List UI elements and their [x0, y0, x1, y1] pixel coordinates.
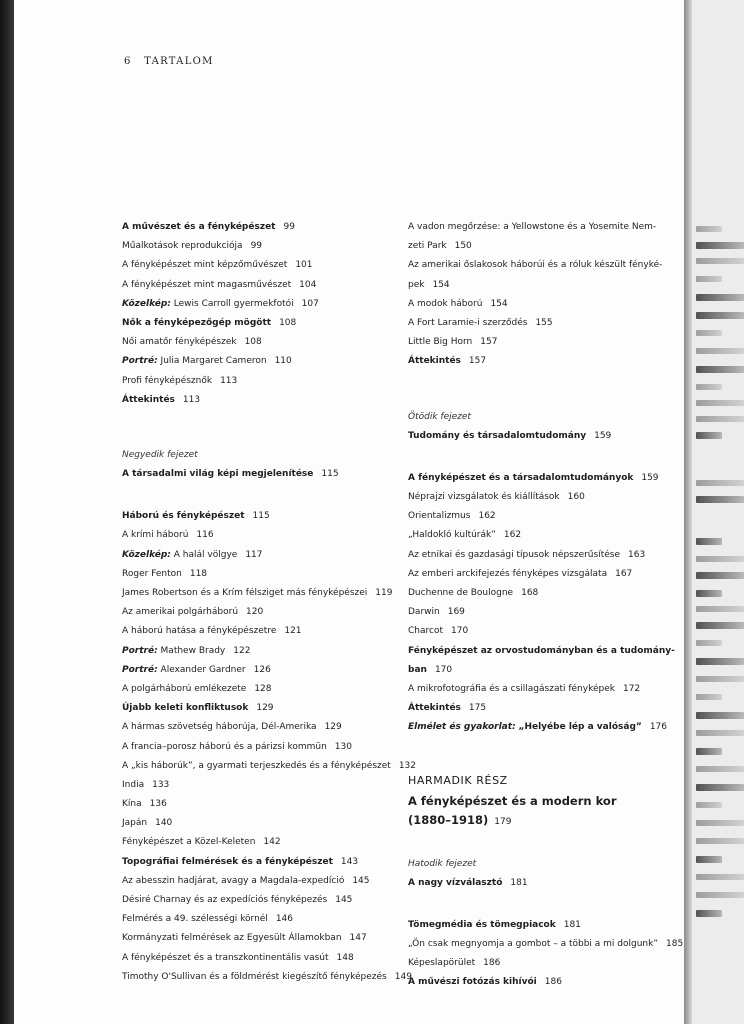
- entry-page-number: 186: [483, 958, 501, 969]
- entry-page-number: 115: [321, 469, 339, 480]
- part-title: [408, 811, 670, 832]
- entry-title: Lewis Carroll gyermekfotói: [173, 298, 294, 309]
- entry-title: Kína: [122, 799, 142, 810]
- entry-title: Az abesszin hadjárat, avagy a Magdala-expedíció: [122, 875, 345, 886]
- entry-title: Duchenne de Boulogne: [408, 588, 514, 598]
- entry-title: „Helyébe lép a valóság”: [518, 722, 642, 733]
- facing-page-text-line: [696, 676, 744, 682]
- toc-entry: [122, 256, 390, 275]
- toc-entry: [408, 603, 670, 622]
- toc-heading: [408, 916, 670, 935]
- entry-page-number: 170: [451, 626, 469, 637]
- toc-entry: [122, 603, 390, 622]
- facing-page-text-line: [696, 366, 744, 373]
- toc-entry: [122, 718, 390, 737]
- toc-entry: [408, 256, 670, 275]
- running-header: [124, 56, 214, 67]
- entry-title: HARMADIK RÉSZ: [408, 773, 508, 787]
- facing-page-text-line: [696, 910, 722, 917]
- toc-entry: [408, 954, 670, 973]
- toc-heading: [408, 642, 675, 661]
- entry-page-number: 157: [480, 337, 498, 348]
- entry-title: Ötödik fejezet: [408, 411, 471, 422]
- entry-page-number: 186: [544, 977, 562, 988]
- facing-page-text-line: [696, 242, 744, 249]
- entry-page-number: 149: [394, 971, 412, 982]
- entry-title: Fényképészet a Közel-Keleten: [122, 837, 256, 848]
- entry-page-number: 119: [375, 588, 393, 598]
- entry-title: A mikrofotográfia és a csillagászati fényképek: [408, 683, 615, 694]
- toc-entry: [408, 333, 670, 352]
- entry-page-number: 99: [250, 241, 263, 252]
- entry-page-number: 181: [563, 919, 581, 930]
- toc-entry: [122, 642, 390, 661]
- toc-entry: [122, 526, 390, 545]
- toc-heading: [122, 699, 390, 718]
- entry-page-number: 101: [295, 260, 313, 271]
- toc-entry: [122, 584, 393, 603]
- entry-page-number: 181: [510, 877, 528, 888]
- entry-title: A Fort Laramie-i szerződés: [408, 317, 528, 328]
- entry-title: pek: [408, 279, 425, 290]
- section-spacer: [122, 484, 390, 507]
- section-spacer: [408, 832, 670, 855]
- toc-entry: [408, 295, 670, 314]
- entry-title: Little Big Horn: [408, 337, 473, 348]
- entry-label: Portré:: [122, 645, 158, 656]
- facing-page-text-line: [696, 572, 744, 579]
- toc-entry: [122, 661, 390, 680]
- toc-entry: [122, 757, 417, 776]
- entry-page-number: 150: [454, 241, 472, 252]
- entry-page-number: 132: [398, 760, 417, 771]
- toc-entry: [122, 622, 390, 641]
- toc-entry: [122, 949, 390, 968]
- entry-page-number: 160: [567, 492, 585, 503]
- entry-page-number: 168: [521, 588, 539, 598]
- entry-page-number: 155: [535, 317, 553, 328]
- entry-page-number: 140: [155, 818, 173, 829]
- toc-heading: [122, 853, 390, 872]
- facing-page-text-line: [696, 640, 722, 646]
- entry-title: A fényképészet és a transzkontinentális vasút: [122, 952, 329, 963]
- entry-page-number: 116: [196, 530, 214, 541]
- entry-page-number: 159: [594, 430, 612, 441]
- entry-title: A nagy vízválasztó: [408, 877, 503, 888]
- entry-title: Timothy O'Sullivan és a földmérést kiegészítő fényképezés: [122, 971, 387, 982]
- toc-entry: [122, 776, 390, 795]
- toc-entry: [122, 333, 390, 352]
- entry-title: A francia–porosz háború és a párizsi kommün: [122, 741, 327, 752]
- entry-title: Roger Fenton: [122, 568, 182, 579]
- facing-page-text-line: [696, 226, 722, 232]
- entry-page-number: 169: [447, 607, 465, 618]
- facing-page-text-line: [696, 480, 744, 486]
- entry-title: A fényképészet és a modern kor: [408, 793, 617, 808]
- toc-heading: [408, 427, 670, 446]
- entry-title: Japán: [122, 818, 148, 829]
- entry-title: A fényképészet mint képzőművészet: [122, 260, 288, 271]
- toc-heading: [408, 469, 670, 488]
- entry-page-number: 130: [334, 741, 352, 752]
- entry-page-number: 154: [490, 298, 508, 309]
- toc-heading: [122, 314, 390, 333]
- facing-page-text-line: [696, 312, 744, 319]
- toc-entry: [122, 910, 390, 929]
- entry-title: Darwin: [408, 607, 440, 618]
- toc-entry: [122, 565, 390, 584]
- toc-entry: [122, 872, 390, 891]
- entry-title: A háború hatása a fényképészetre: [122, 626, 277, 637]
- entry-title: zeti Park: [408, 241, 447, 252]
- entry-page-number: 148: [336, 952, 354, 963]
- entry-page-number: 185: [666, 939, 684, 950]
- facing-page-text-line: [696, 748, 722, 755]
- facing-page-text-line: [696, 276, 722, 282]
- toc-entry: [408, 218, 670, 237]
- scan-border-left: [0, 0, 14, 1024]
- toc-entry: [122, 968, 412, 987]
- entry-title: Tudomány és társadalomtudomány: [408, 430, 587, 441]
- entry-title: Női amatőr fényképészek: [122, 337, 237, 348]
- entry-title: Orientalizmus: [408, 511, 471, 522]
- entry-page-number: 162: [503, 530, 522, 541]
- toc-heading: [408, 352, 670, 371]
- entry-title: Áttekintés: [408, 356, 461, 367]
- toc-entry: [408, 526, 670, 545]
- entry-page-number: 162: [478, 511, 496, 522]
- entry-title: Néprajzi vizsgálatok és kiállítások: [408, 492, 560, 503]
- entry-title: A társadalmi világ képi megjelenítése: [122, 469, 314, 480]
- toc-entry: [122, 276, 390, 295]
- entry-title: Hatodik fejezet: [408, 858, 477, 869]
- entry-page-number: 126: [253, 664, 271, 675]
- toc-entry: [408, 935, 684, 954]
- toc-entry: [408, 237, 670, 256]
- toc-entry: [122, 833, 390, 852]
- section-spacer: [122, 410, 390, 446]
- facing-page-text-line: [696, 348, 744, 354]
- facing-page-text-line: [696, 330, 722, 336]
- facing-page-text-line: [696, 730, 744, 736]
- entry-title: Alexander Gardner: [160, 664, 246, 675]
- entry-page-number: 145: [352, 875, 370, 886]
- entry-page-number: 115: [252, 511, 270, 522]
- entry-title: Az emberi arckifejezés fényképes vizsgálata: [408, 568, 608, 579]
- entry-page-number: 107: [301, 298, 319, 309]
- facing-page-text-line: [696, 294, 744, 301]
- toc-entry: [122, 546, 390, 565]
- entry-title: Áttekintés: [408, 703, 461, 714]
- entry-page-number: 104: [299, 279, 317, 290]
- toc-heading: [408, 661, 670, 680]
- part-label: [408, 770, 670, 792]
- entry-page-number: 167: [615, 568, 633, 579]
- entry-title: „Ön csak megnyomja a gombot – a többi a mi dolgunk”: [408, 939, 658, 950]
- toc-entry: [408, 488, 670, 507]
- facing-page-text-line: [696, 820, 744, 826]
- toc-entry: [408, 622, 670, 641]
- facing-page-text-line: [696, 802, 722, 808]
- entry-title: Negyedik fejezet: [122, 449, 198, 460]
- entry-title: (1880–1918): [408, 812, 489, 827]
- entry-page-number: 129: [324, 722, 342, 733]
- section-spacer: [408, 446, 670, 469]
- entry-page-number: 159: [641, 472, 659, 483]
- part-title: [408, 792, 670, 811]
- entry-title: Az amerikai polgárháború: [122, 607, 239, 618]
- section-spacer: [408, 893, 670, 916]
- toc-entry: [122, 814, 390, 833]
- toc-heading: [408, 874, 670, 893]
- toc-entry: [122, 352, 390, 371]
- facing-page-text-line: [696, 856, 722, 863]
- book-gutter: [684, 0, 692, 1024]
- entry-title: Charcot: [408, 626, 443, 637]
- entry-label: Elmélet és gyakorlat:: [408, 722, 516, 733]
- entry-title: A vadon megőrzése: a Yellowstone és a Yosemite Nem-: [408, 222, 657, 232]
- entry-title: India: [122, 779, 145, 790]
- entry-page-number: 113: [220, 375, 238, 386]
- entry-page-number: 143: [340, 856, 359, 867]
- toc-entry: [122, 680, 390, 699]
- entry-page-number: 147: [349, 933, 367, 944]
- facing-page-text-line: [696, 590, 722, 597]
- running-title: TARTALOM: [144, 56, 214, 67]
- entry-page-number: 129: [256, 703, 274, 714]
- entry-page-number: 117: [245, 549, 263, 560]
- entry-page-number: 110: [274, 356, 292, 367]
- facing-page-text-line: [696, 658, 744, 665]
- facing-page-text-line: [696, 766, 744, 772]
- entry-page-number: 145: [335, 895, 353, 905]
- entry-page-number: 128: [254, 683, 272, 694]
- toc-entry: [408, 314, 670, 333]
- entry-title: A krími háború: [122, 530, 189, 541]
- entry-page-number: 172: [622, 683, 641, 694]
- entry-title: Képeslapörület: [408, 958, 476, 969]
- entry-title: Műalkotások reprodukciója: [122, 241, 243, 252]
- entry-page-number: 157: [468, 356, 487, 367]
- toc-entry: [122, 295, 390, 314]
- toc-entry: [408, 718, 670, 737]
- facing-page-text-line: [696, 694, 722, 700]
- facing-page-text-line: [696, 538, 722, 545]
- facing-page-text-line: [696, 838, 744, 844]
- facing-page-text-line: [696, 384, 722, 390]
- toc-heading: [122, 391, 390, 410]
- facing-page-text-line: [696, 432, 722, 439]
- section-spacer: [408, 738, 670, 770]
- toc-entry: [408, 546, 670, 565]
- toc-entry: [408, 584, 670, 603]
- entry-title: „Haldokló kultúrák”: [408, 530, 496, 541]
- toc-entry: [122, 929, 390, 948]
- toc-entry: [122, 738, 390, 757]
- toc-entry: [122, 891, 390, 910]
- entry-label: Közelkép:: [122, 549, 171, 560]
- entry-title: Áttekintés: [122, 394, 175, 405]
- toc-entry: [122, 795, 390, 814]
- facing-page-text-line: [696, 400, 744, 406]
- chapter-label: [122, 446, 390, 465]
- entry-page-number: 142: [263, 837, 281, 848]
- section-spacer: [408, 372, 670, 408]
- entry-title: Topográfiai felmérések és a fényképészet: [122, 856, 333, 867]
- entry-title: James Robertson és a Krím félsziget más fényképészei: [122, 588, 368, 598]
- entry-title: Újabb keleti konfliktusok: [122, 703, 249, 714]
- entry-page-number: 170: [434, 664, 453, 675]
- facing-page-text-line: [696, 892, 744, 898]
- facing-page-text-line: [696, 556, 744, 562]
- entry-page-number: 108: [244, 337, 262, 348]
- entry-title: Kormányzati felmérések az Egyesült Államokban: [122, 933, 342, 944]
- entry-page-number: 121: [284, 626, 302, 637]
- entry-page-number: 118: [189, 568, 208, 579]
- toc-entry: [122, 372, 390, 391]
- facing-page-fragment: [692, 0, 744, 1024]
- facing-page-text-line: [696, 258, 744, 264]
- facing-page-text-line: [696, 712, 744, 719]
- entry-page-number: 163: [628, 549, 646, 560]
- entry-title: Mathew Brady: [160, 645, 226, 656]
- entry-page-number: 113: [182, 394, 201, 405]
- entry-page-number: 133: [152, 779, 170, 790]
- toc-heading: [122, 218, 390, 237]
- page-number: 6: [124, 56, 132, 67]
- entry-title: A hármas szövetség háborúja, Dél-Amerika: [122, 722, 317, 733]
- toc-entry: [408, 680, 670, 699]
- toc-entry: [408, 565, 670, 584]
- entry-title: A fényképészet mint magasművészet: [122, 279, 292, 290]
- facing-page-text-line: [696, 416, 744, 422]
- entry-label: Portré:: [122, 356, 158, 367]
- toc-heading: [408, 973, 670, 992]
- entry-title: A halál völgye: [173, 549, 238, 560]
- entry-page-number: 154: [432, 279, 450, 290]
- facing-page-text-line: [696, 622, 744, 629]
- entry-title: Profi fényképésznők: [122, 375, 213, 386]
- entry-title: Fényképészet az orvostudományban és a tudomány-: [408, 645, 675, 656]
- entry-page-number: 108: [279, 317, 297, 328]
- entry-page-number: 179: [494, 816, 512, 827]
- entry-title: Az amerikai őslakosok háborúi és a róluk készült fényké-: [408, 260, 663, 271]
- entry-page-number: 136: [149, 799, 167, 810]
- toc-heading: [122, 507, 390, 526]
- entry-title: Désiré Charnay és az expedíciós fényképezés: [122, 895, 328, 905]
- entry-page-number: 120: [246, 607, 264, 618]
- entry-title: Háború és fényképészet: [122, 511, 245, 522]
- facing-page-text-line: [696, 784, 744, 791]
- entry-title: Tömegmédia és tömegpiacok: [408, 919, 556, 930]
- chapter-label: [408, 855, 670, 874]
- entry-page-number: 146: [275, 914, 294, 925]
- toc-column-right: [408, 218, 684, 993]
- toc-heading: [408, 699, 670, 718]
- facing-page-text-line: [696, 874, 744, 880]
- toc-entry: [122, 237, 390, 256]
- entry-title: A fényképészet és a társadalomtudományok: [408, 472, 634, 483]
- facing-page-text-line: [696, 606, 744, 612]
- entry-title: Nők a fényképezőgép mögött: [122, 317, 272, 328]
- entry-title: A művészet és a fényképészet: [122, 222, 276, 232]
- entry-title: A „kis háborúk”, a gyarmati terjeszkedés és a fényképészet: [122, 760, 391, 771]
- entry-title: Felmérés a 49. szélességi körnél: [122, 914, 268, 925]
- facing-page-text-line: [696, 496, 744, 503]
- entry-title: Julia Margaret Cameron: [160, 356, 267, 367]
- entry-label: Közelkép:: [122, 298, 171, 309]
- entry-title: ban: [408, 664, 427, 675]
- entry-title: Az etnikai és gazdasági típusok népszerűsítése: [408, 549, 620, 560]
- entry-title: A polgárháború emlékezete: [122, 683, 247, 694]
- entry-label: Portré:: [122, 664, 158, 675]
- toc-heading: [122, 465, 390, 484]
- toc-entry: [408, 507, 670, 526]
- entry-title: A művészi fotózás kihívói: [408, 977, 537, 988]
- entry-title: A modok háború: [408, 298, 483, 309]
- toc-entry: [408, 276, 670, 295]
- entry-page-number: 122: [233, 645, 251, 656]
- chapter-label: [408, 408, 670, 427]
- entry-page-number: 175: [468, 703, 487, 714]
- entry-page-number: 99: [283, 222, 295, 232]
- entry-page-number: 176: [649, 722, 667, 733]
